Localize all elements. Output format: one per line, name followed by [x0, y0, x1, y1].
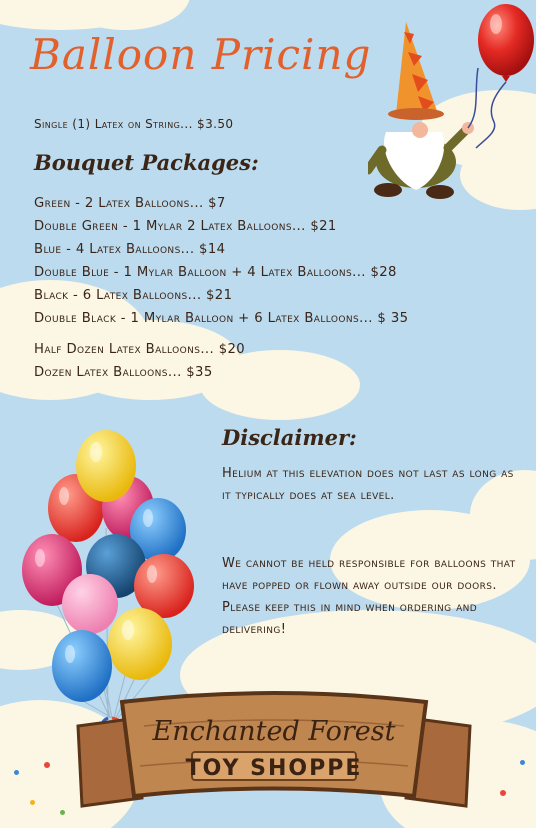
wooden-sign-icon	[74, 686, 474, 812]
list-item: Double Green - 1 Mylar 2 Latex Balloons... $21	[34, 219, 337, 234]
sign-shop-name: Enchanted Forest	[152, 716, 396, 747]
list-item: Double Blue - 1 Mylar Balloon + 4 Latex Balloons... $28	[34, 265, 397, 280]
bouquet-heading: Bouquet Packages:	[34, 150, 259, 175]
disclaimer-heading: Disclaimer:	[222, 425, 357, 450]
list-item: Half Dozen Latex Balloons... $20	[34, 342, 246, 357]
list-item: Dozen Latex Balloons... $35	[34, 365, 213, 380]
list-item: Double Black - 1 Mylar Balloon + 6 Latex Balloons... $ 35	[34, 311, 409, 326]
disclaimer-paragraph: Helium at this elevation does not last as long as it typically does at sea level.	[222, 466, 514, 503]
bouquet-list	[34, 192, 408, 330]
sign-shop-subtitle: TOY SHOPPE	[185, 756, 363, 781]
confetti-dot	[14, 770, 19, 775]
gnome-icon	[368, 22, 480, 200]
list-item: Blue - 4 Latex Balloons... $14	[34, 242, 226, 257]
list-item: Green - 2 Latex Balloons... $7	[34, 196, 226, 211]
confetti-dot	[60, 810, 65, 815]
confetti-dot	[44, 762, 50, 768]
disclaimer-paragraph: We cannot be held responsible for balloons that have popped or flown away outside our doors. Please keep this in mind when ordering and delivering!	[222, 556, 516, 637]
single-balloon-price: Single (1) Latex on String... $3.50	[34, 117, 234, 131]
red-balloon-icon	[472, 2, 534, 150]
list-item: Black - 6 Latex Balloons... $21	[34, 288, 233, 303]
page-title: Balloon Pricing	[30, 30, 372, 79]
confetti-dot	[520, 760, 525, 765]
confetti-dot	[500, 790, 506, 796]
dozen-list	[34, 338, 245, 384]
confetti-dot	[30, 800, 35, 805]
